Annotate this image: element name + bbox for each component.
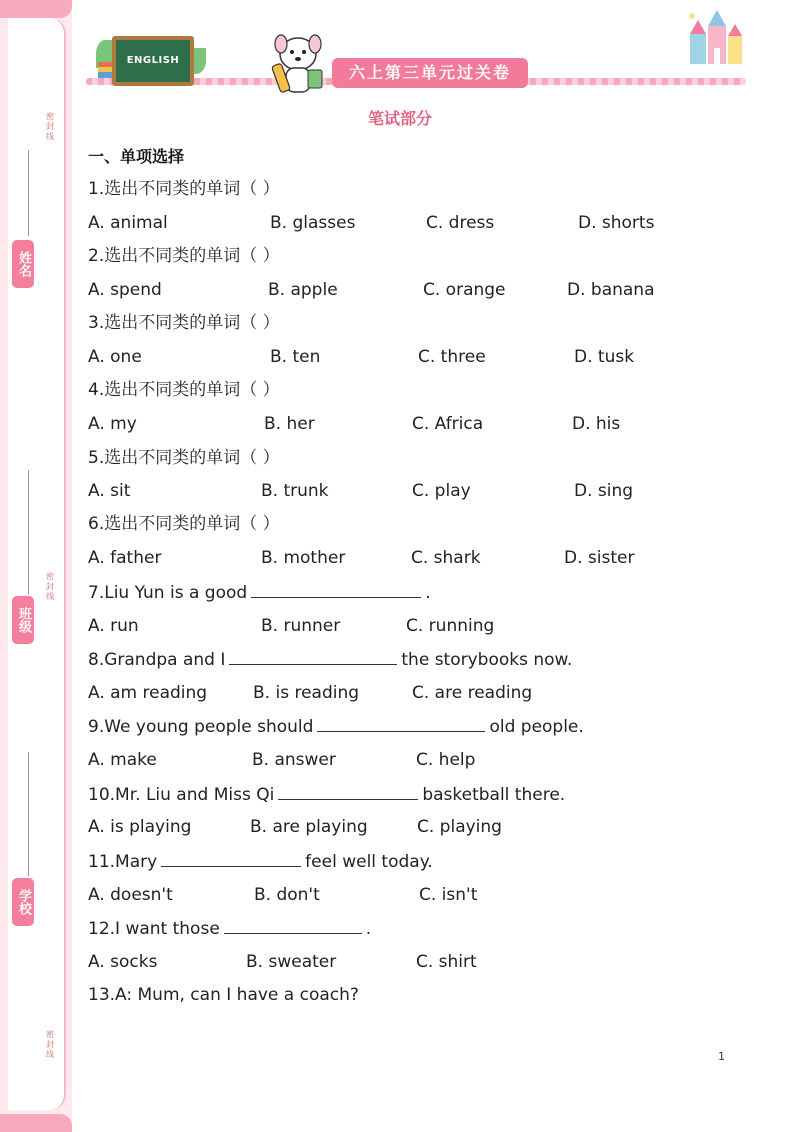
option: B. are playing — [250, 817, 368, 837]
seal-label: 密封线 — [46, 112, 54, 141]
class-label: 班级 — [12, 596, 34, 644]
binding-panel — [8, 18, 66, 1110]
option: C. shirt — [416, 952, 477, 972]
options-row — [88, 882, 748, 908]
option: C. running — [406, 616, 495, 636]
option: B. don't — [254, 885, 320, 905]
question-stem — [88, 579, 748, 605]
option: C. orange — [423, 280, 506, 300]
option: A. am reading — [88, 683, 208, 703]
option: B. apple — [268, 280, 338, 300]
option: B. mother — [261, 548, 346, 568]
binding-bottom-bar — [0, 1114, 72, 1132]
option: A. is playing — [88, 817, 192, 837]
dog-mascot-icon — [268, 30, 328, 98]
stem-text: 8.Grandpa and I — [88, 650, 226, 670]
stem-text: 10.Mr. Liu and Miss Qi — [88, 785, 275, 805]
school-label: 学校 — [12, 878, 34, 926]
option: C. dress — [426, 213, 495, 233]
exam-title: 六上第三单元过关卷 — [332, 58, 528, 88]
option: C. are reading — [412, 683, 533, 703]
option: B. runner — [261, 616, 341, 636]
options-row — [88, 613, 748, 639]
option: D. banana — [567, 280, 655, 300]
stem-text: feel well today. — [305, 852, 433, 872]
option: C. isn't — [419, 885, 478, 905]
answer-blank[interactable] — [229, 646, 397, 665]
stem-text: 7.Liu Yun is a good — [88, 583, 248, 603]
question-stem: 1.选出不同类的单词（ ） — [88, 179, 280, 199]
option: B. sweater — [246, 952, 337, 972]
answer-blank[interactable] — [224, 915, 362, 934]
question-stem: 4.选出不同类的单词（ ） — [88, 380, 280, 400]
section-title: 笔试部分 — [367, 109, 432, 128]
option: D. his — [572, 414, 621, 434]
name-label: 姓名 — [12, 240, 34, 288]
option: C. playing — [417, 817, 502, 837]
class-line — [28, 470, 29, 594]
question-stem — [88, 713, 748, 739]
options-row — [88, 680, 748, 706]
question-stem: 5.选出不同类的单词（ ） — [88, 448, 280, 468]
options-row — [88, 747, 748, 773]
option: C. shark — [411, 548, 481, 568]
option: C. three — [418, 347, 486, 367]
option: A. spend — [88, 280, 162, 300]
option: A. my — [88, 414, 137, 434]
seal-label: 密封线 — [46, 1030, 54, 1059]
option: A. sit — [88, 481, 131, 501]
question-stem: 13.A: Mum, can I have a coach? — [88, 985, 359, 1005]
school-line — [28, 752, 29, 876]
options-row — [88, 277, 748, 303]
question-stem: 6.选出不同类的单词（ ） — [88, 514, 280, 534]
answer-blank[interactable] — [317, 713, 485, 732]
option: D. sing — [574, 481, 634, 501]
stem-text: . — [365, 919, 372, 939]
option: B. ten — [270, 347, 321, 367]
question-stem — [88, 915, 748, 941]
options-row — [88, 411, 748, 437]
stem-text: 12.I want those — [88, 919, 220, 939]
seal-label: 密封线 — [46, 572, 54, 601]
option: A. make — [88, 750, 157, 770]
option: A. run — [88, 616, 139, 636]
answer-blank[interactable] — [161, 848, 301, 867]
stem-text: . — [425, 583, 431, 603]
option: B. trunk — [261, 481, 329, 501]
option: B. is reading — [253, 683, 360, 703]
options-row — [88, 344, 748, 370]
option: A. father — [88, 548, 162, 568]
option: D. sister — [564, 548, 635, 568]
options-row — [88, 949, 748, 975]
answer-blank[interactable] — [251, 579, 421, 598]
castle-decoration-icon — [684, 8, 748, 70]
option: A. one — [88, 347, 142, 367]
page-number: 1 — [718, 1050, 725, 1063]
option: B. her — [264, 414, 315, 434]
question-stem — [88, 781, 748, 807]
stem-text: 9.We young people should — [88, 717, 314, 737]
answer-blank[interactable] — [278, 781, 418, 800]
binding-margin — [0, 0, 72, 1132]
stem-text: old people. — [489, 717, 584, 737]
option: C. play — [412, 481, 471, 501]
binding-top-bar — [0, 0, 72, 18]
option: B. glasses — [270, 213, 356, 233]
english-chalkboard: ENGLISH — [112, 36, 194, 86]
options-row — [88, 478, 748, 504]
question-stem — [88, 646, 748, 672]
options-row — [88, 210, 748, 236]
option: C. Africa — [412, 414, 484, 434]
option: A. animal — [88, 213, 168, 233]
option: A. doesn't — [88, 885, 173, 905]
option: B. answer — [252, 750, 336, 770]
part-title: 一、单项选择 — [88, 147, 185, 166]
option: D. shorts — [578, 213, 655, 233]
option: D. tusk — [574, 347, 635, 367]
option: A. socks — [88, 952, 158, 972]
stem-text: the storybooks now. — [401, 650, 573, 670]
stem-text: basketball there. — [422, 785, 566, 805]
question-stem: 2.选出不同类的单词（ ） — [88, 246, 280, 266]
stem-text: 11.Mary — [88, 852, 158, 872]
name-line — [28, 150, 29, 236]
options-row — [88, 814, 748, 840]
question-stem: 3.选出不同类的单词（ ） — [88, 313, 280, 333]
question-stem — [88, 848, 748, 874]
option: C. help — [416, 750, 476, 770]
options-row — [88, 545, 748, 571]
